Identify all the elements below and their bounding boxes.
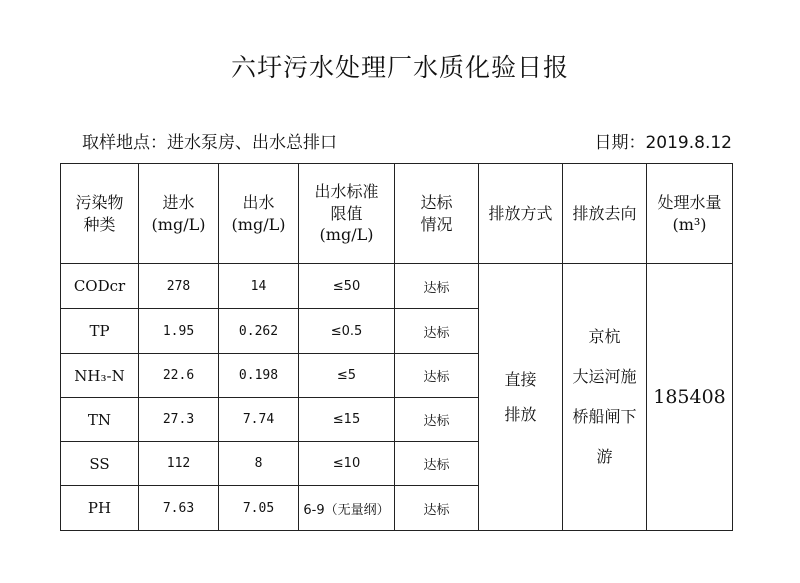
pollutant-cell: NH₃-N <box>61 354 139 398</box>
discharge-destination-cell: 京杭 大运河施 桥船闸下 游 <box>563 264 647 531</box>
status-cell: 达标 <box>395 354 479 398</box>
limit-cell: ≤0.5 <box>299 309 395 354</box>
status-cell: 达标 <box>395 398 479 442</box>
treated-volume-cell: 185408 <box>647 264 733 531</box>
limit-cell: ≤10 <box>299 442 395 486</box>
report-date: 日期：2019.8.12 <box>594 133 732 153</box>
inflow-cell: 278 <box>139 264 219 309</box>
header-volume: 处理水量 (m³) <box>647 164 733 264</box>
header-row <box>61 164 733 264</box>
inflow-cell: 7.63 <box>139 486 219 531</box>
status-cell: 达标 <box>395 264 479 309</box>
pollutant-cell: CODcr <box>61 264 139 309</box>
status-cell: 达标 <box>395 486 479 531</box>
header-status: 达标 情况 <box>395 164 479 264</box>
header-pollutant: 污染物 种类 <box>61 164 139 264</box>
limit-cell: 6-9（无量纲） <box>299 486 395 531</box>
header-inflow: 进水 (mg/L) <box>139 164 219 264</box>
water-quality-table <box>60 163 733 531</box>
outflow-cell: 7.05 <box>219 486 299 531</box>
inflow-cell: 1.95 <box>139 309 219 354</box>
limit-cell: ≤5 <box>299 354 395 398</box>
status-cell: 达标 <box>395 309 479 354</box>
pollutant-cell: PH <box>61 486 139 531</box>
inflow-cell: 112 <box>139 442 219 486</box>
outflow-cell: 0.262 <box>219 309 299 354</box>
status-cell: 达标 <box>395 442 479 486</box>
pollutant-cell: SS <box>61 442 139 486</box>
outflow-cell: 14 <box>219 264 299 309</box>
header-limit: 出水标准 限值 (mg/L) <box>299 164 395 264</box>
discharge-method-cell: 直接 排放 <box>479 264 563 531</box>
table-row <box>61 264 733 309</box>
outflow-cell: 7.74 <box>219 398 299 442</box>
pollutant-cell: TN <box>61 398 139 442</box>
outflow-cell: 8 <box>219 442 299 486</box>
limit-cell: ≤15 <box>299 398 395 442</box>
outflow-cell: 0.198 <box>219 354 299 398</box>
inflow-cell: 22.6 <box>139 354 219 398</box>
header-outflow: 出水 (mg/L) <box>219 164 299 264</box>
header-discharge-method: 排放方式 <box>479 164 563 264</box>
sampling-location: 取样地点：进水泵房、出水总排口 <box>82 133 337 153</box>
limit-cell: ≤50 <box>299 264 395 309</box>
header-discharge-destination: 排放去向 <box>563 164 647 264</box>
report-title: 六圩污水处理厂水质化验日报 <box>230 53 569 82</box>
pollutant-cell: TP <box>61 309 139 354</box>
inflow-cell: 27.3 <box>139 398 219 442</box>
